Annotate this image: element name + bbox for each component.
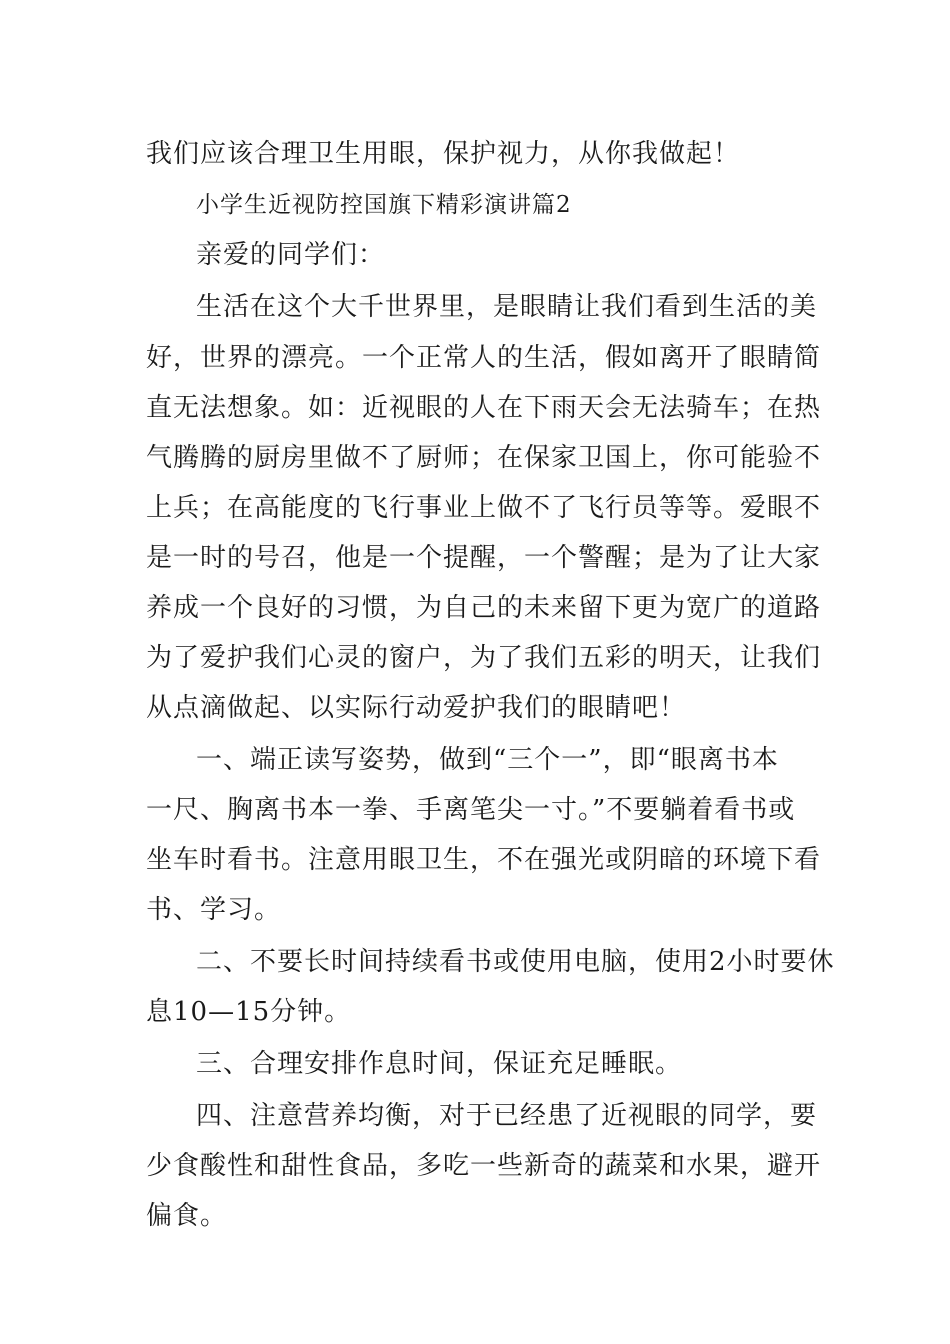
paragraph-line: 是一时的号召，他是一个提醒，一个警醒；是为了让大家 [146,543,822,573]
salutation: 亲爱的同学们： [196,240,386,270]
paragraph-line: 为了爱护我们心灵的窗户，为了我们五彩的明天，让我们 [146,643,822,673]
paragraph-line: 书、学习。 [146,895,282,925]
list-item: 二、不要长时间持续看书或使用电脑，使用2小时要休 [196,947,835,977]
paragraph-line: 少食酸性和甜性食品，多吃一些新奇的蔬菜和水果，避开 [146,1151,822,1181]
paragraph-line: 直无法想象。如：近视眼的人在下雨天会无法骑车；在热 [146,393,822,423]
paragraph-line: 我们应该合理卫生用眼，保护视力，从你我做起！ [146,139,741,169]
paragraph-line: 偏食。 [146,1201,228,1231]
paragraph-line: 息10—15分钟。 [146,997,352,1027]
list-item: 三、合理安排作息时间，保证充足睡眠。 [196,1049,683,1079]
list-item: 四、注意营养均衡，对于已经患了近视眼的同学，要 [196,1101,818,1131]
paragraph-line: 气腾腾的厨房里做不了厨师；在保家卫国上，你可能验不 [146,443,822,473]
paragraph-line: 一尺、胸离书本一拳、手离笔尖一寸。”不要躺着看书或 [146,795,796,825]
paragraph-line: 上兵；在高能度的飞行事业上做不了飞行员等等。爱眼不 [146,493,822,523]
paragraph-line: 从点滴做起、以实际行动爱护我们的眼睛吧！ [146,693,687,723]
paragraph-line: 生活在这个大千世界里，是眼睛让我们看到生活的美 [196,292,818,322]
paragraph-line: 好，世界的漂亮。一个正常人的生活，假如离开了眼睛简 [146,343,822,373]
paragraph-line: 坐车时看书。注意用眼卫生，不在强光或阴暗的环境下看 [146,845,822,875]
paragraph-line: 养成一个良好的习惯，为自己的未来留下更为宽广的道路 [146,593,822,623]
section-heading: 小学生近视防控国旗下精彩演讲篇2 [196,192,572,218]
list-item: 一、端正读写姿势，做到“三个一”，即“眼离书本 [196,745,779,775]
